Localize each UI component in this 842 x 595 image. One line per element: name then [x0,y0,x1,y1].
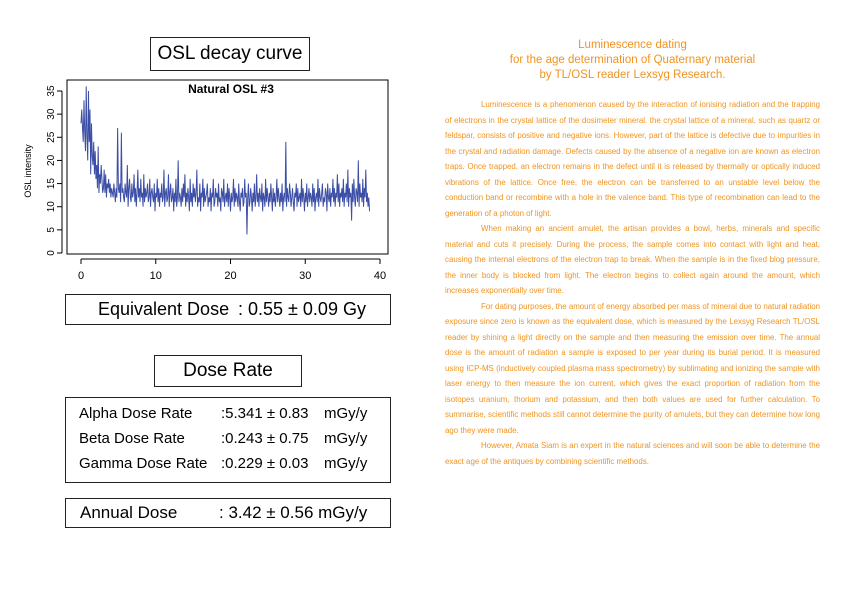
y-axis-label: OSL intensity [23,144,33,198]
beta-dose-rate-value: :0.243 ± 0.75 [221,430,309,447]
plot-frame [67,80,388,254]
article-paragraph-2: When making an ancient amulet, the artisan provides a bowl, herbs, minerals and specific material and cuts it precisely. During the process, the sample comes into contact with light and heat, causing the internal electrons of the electron trap to break. When the sample is in the fixed blog pressure, the inner body is blocked from light. The electron begins to collect again around the amount, which increases exponentially over time. [445,224,820,295]
dose-rate-title-text: Dose Rate [183,360,273,381]
alpha-dose-rate-label: Alpha Dose Rate [79,405,193,422]
equivalent-dose-value: : 0.55 ± 0.09 Gy [238,299,366,319]
y-tick-label-15: 15 [46,178,57,190]
gamma-dose-rate-value: :0.229 ± 0.03 [221,455,309,472]
alpha-dose-rate-value: :5.341 ± 0.83 [221,405,309,422]
y-tick-label-10: 10 [46,201,57,213]
article-title-line-3: by TL/OSL reader Lexsyg Research. [539,69,726,81]
article-title [445,38,820,83]
gamma-dose-rate-unit: mGy/y [324,455,368,472]
osl-title-text: OSL decay curve [157,43,303,64]
y-tick-label-30: 30 [46,108,57,120]
article-paragraph-1: Luminescence is a phenomenon caused by the interaction of ionising radiation and the trapping of electrons in the crystal lattice of the dosimeter mineral. the crystal lattice of a mineral, such as quartz or feldspar, consists of positive and negative ions. However, part of the lattice is defective due to impurities in the crystal and radiation damage. Defects caused by the absence of a negative ion are known as electron traps. Once trapped, an electron remains in the defect until it is released by thermally or optically induced vibrations of the lattice. Once free, the electron can be transferred to an unstable level below the conduction band or recombine with a hole in the valence band. This type of recombination can lead to the generation of a photon of light. [445,100,820,218]
dose-rate-box [65,397,391,483]
alpha-dose-rate-unit: mGy/y [324,405,368,422]
beta-dose-rate-unit: mGy/y [324,430,368,447]
y-tick-label-35: 35 [46,85,57,97]
gamma-dose-rate-row [79,455,389,475]
annual-dose-label: Annual Dose [80,503,178,522]
y-tick-label-20: 20 [46,154,57,166]
x-tick-label-0: 0 [77,270,85,282]
annual-dose-value: : 3.42 ± 0.56 mGy/y [219,503,368,522]
osl-chart [14,78,394,288]
article-title-line-2: for the age determination of Quaternary material [509,54,756,66]
annual-dose-box [65,498,391,528]
equivalent-dose-box [65,294,391,325]
article-paragraph-4: However, Amata Siam is an expert in the natural sciences and will soon be able to determine the exact age of the antiques by combining scientific methods. [445,441,820,466]
y-tick-label-5: 5 [46,227,57,233]
x-tick-label-40: 40 [373,270,387,282]
alpha-dose-rate-row [79,405,389,425]
beta-dose-rate-row [79,430,389,450]
equivalent-dose-label: Equivalent Dose [98,299,230,319]
article-title-line-1: Luminescence dating [578,39,687,51]
y-tick-label-0: 0 [46,250,57,256]
y-tick-label-25: 25 [46,131,57,143]
x-tick-label-10: 10 [149,270,162,282]
osl-decay-curve-title [150,37,310,71]
x-tick-label-20: 20 [224,270,237,282]
chart-title: Natural OSL #3 [188,82,274,96]
series-line-0 [81,86,370,234]
beta-dose-rate-label: Beta Dose Rate [79,430,185,447]
article [445,38,820,469]
article-paragraph-3: For dating purposes, the amount of energy absorbed per mass of mineral due to natural radiation exposure since zero is known as the equivalent dose, which is measured by the Lexsyg Research TL/OSL reader by shining a light directly on the sample and then measuring the emission over time. The annual dose is the amount of radiation a sample is exposed to per year during its burial period. It is measured using ICP-MS (inductively coupled plasma mass spectrometry) by sublimating and ionizing the sample with laser energy to then measure the ion current, which gives the exact proportion of radiation from the isotopes uranium, thorium and potassium, and then both values are used for further calculation. To summarise, scientific methods still cannot determine the purity of amulets, but they can determine how long ago they were made. [445,301,820,435]
dose-rate-title [154,355,302,387]
x-tick-label-30: 30 [299,270,312,282]
gamma-dose-rate-label: Gamma Dose Rate [79,455,208,472]
